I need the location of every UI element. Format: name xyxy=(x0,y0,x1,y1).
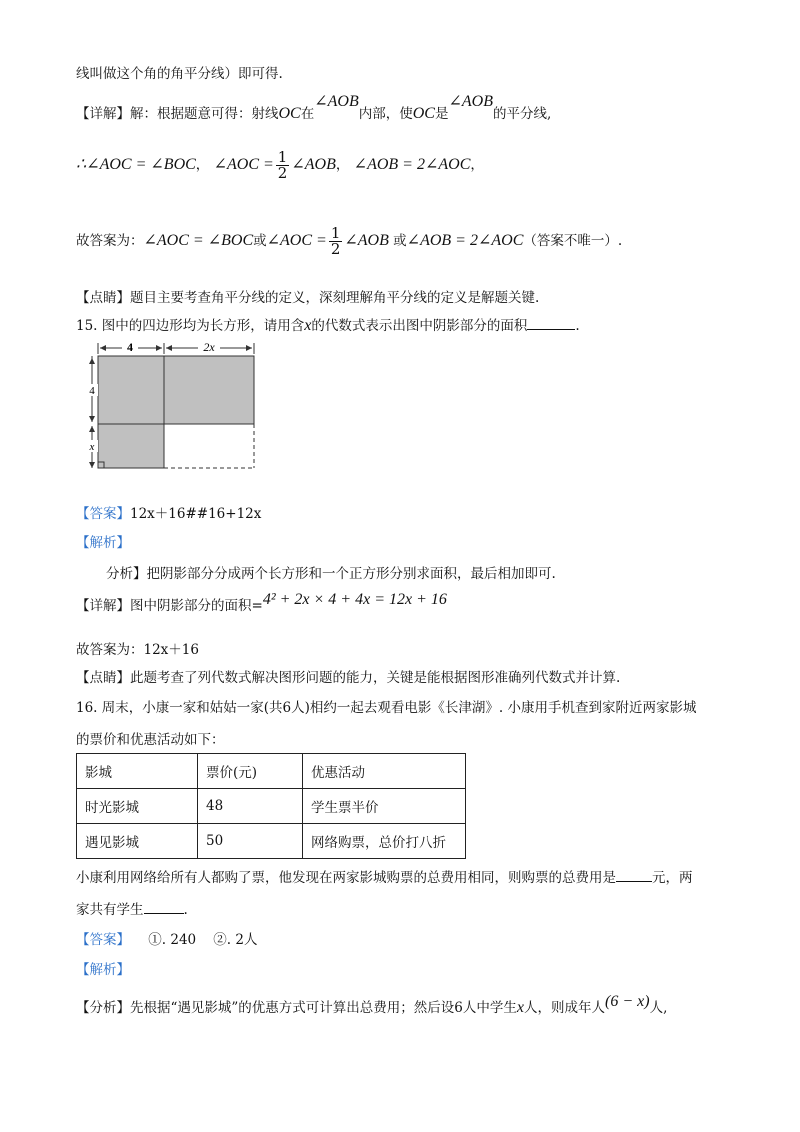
table-header: 优惠活动 xyxy=(303,754,466,789)
not-unique-note: （答案不唯一）. xyxy=(523,233,623,249)
answer-line-14: 故答案为：∠AOC = ∠BOC或∠AOC = $\frac{1}{2}$ ∠AOB 或∠AOB = 2∠AOC（答案不唯一）. xyxy=(76,224,623,258)
table-header-row xyxy=(77,754,466,789)
angle-aob-2: ∠AOB xyxy=(448,93,493,110)
eq-aoc-boc: ∠AOC = ∠BOC xyxy=(86,156,196,173)
area-equation: 4² + 2x × 4 + 4x = 12x + 16 xyxy=(262,591,447,608)
answer-blank-16-students[interactable] xyxy=(144,913,184,914)
table-header: 影城 xyxy=(77,754,198,789)
answer-summary-15: 故答案为：12x＋16 xyxy=(76,642,199,658)
table-row xyxy=(77,824,466,859)
detail-15: 【详解】图中阴影部分的面积=4² + 2x × 4 + 4x = 12x + 16 xyxy=(76,591,447,614)
table-cell: 时光影城 xyxy=(77,789,198,824)
dim-top-left: 4 xyxy=(127,340,133,354)
dim-left-bottom: x xyxy=(89,441,95,453)
equations-line: ∴∠AOC = ∠BOC， ∠AOC = $\frac{1}{2}$ ∠AOB， ∠AOB = 2∠AOC， xyxy=(76,148,484,182)
detail-text-a: 【详解】解：根据题意可得：射线 xyxy=(76,106,279,122)
table-row xyxy=(77,789,466,824)
text-line-1: 线叫做这个角的角平分线）即可得. xyxy=(76,66,283,82)
answer-16-value: ①. 240 ②. 2人 xyxy=(148,932,258,948)
fraction-half: $\frac{1}{2}$ xyxy=(277,148,288,182)
dim-left-top: 4 xyxy=(89,385,95,397)
shaded-top-region xyxy=(98,356,254,424)
eq-aob-2aoc: ∠AOB = 2∠AOC xyxy=(353,156,471,173)
detail-line xyxy=(76,93,552,123)
rectangle-figure xyxy=(84,338,274,478)
eq-aoc-half-lhs: ∠AOC = xyxy=(213,156,274,173)
summary-15: 【点睛】此题考查了列代数式解决图形问题的能力，关键是能根据图形准确列代数式并计算. xyxy=(76,670,621,686)
adult-count-expr: (6 − x) xyxy=(605,993,650,1010)
table-cell: 学生票半价 xyxy=(303,789,466,824)
detail-text-c: 内部，使 xyxy=(358,106,413,122)
ray-oc: OC xyxy=(278,105,301,122)
analysis-tag-16: 【解析】 xyxy=(76,962,130,978)
detail-text-e: 的平分线, xyxy=(493,106,552,122)
dim-top-right: 2x xyxy=(203,340,215,354)
table-cell: 50 xyxy=(198,824,303,859)
detail-text-d: 是 xyxy=(434,106,449,122)
table-cell: 网络购票，总价打八折 xyxy=(303,824,466,859)
answer-blank-16-total[interactable] xyxy=(616,881,652,882)
summary-14: 【点睛】题目主要考查角平分线的定义，深刻理解角平分线的定义是解题关键. xyxy=(76,290,540,306)
shaded-square xyxy=(98,424,164,468)
answer-15-value: 12x＋16##16+12x xyxy=(130,506,262,522)
question-16-line-2: 的票价和优惠活动如下： xyxy=(76,732,225,748)
eq-aob-rhs: ∠AOB xyxy=(291,156,336,173)
cinema-price-table xyxy=(76,753,466,859)
table-cell: 遇见影城 xyxy=(77,824,198,859)
question-15: 15. 图中的四边形均为长方形，请用含x的代数式表示出图中阴影部分的面积 . xyxy=(76,317,580,334)
analysis-15: 分析】把阴影部分分成两个长方形和一个正方形分别求面积，最后相加即可. xyxy=(106,566,556,582)
analysis-tag-15: 【解析】 xyxy=(76,535,130,551)
answer-16: 【答案】 ①. 240 ②. 2人 xyxy=(76,932,258,948)
answer-15: 【答案】12x＋16##16+12x xyxy=(76,506,262,522)
question-16-line-4: 家共有学生 . xyxy=(76,902,188,918)
answer-blank-15[interactable] xyxy=(527,329,575,330)
question-16-line-1: 16. 周末，小康一家和姑姑一家(共6人)相约一起去观看电影《长津湖》. 小康用手机查到家附近两家影城 xyxy=(76,700,697,716)
question-16-line-3: 小康利用网络给所有人都购了票，他发现在两家影城购票的总费用相同，则购票的总费用是 元，两 xyxy=(76,870,693,886)
table-cell: 48 xyxy=(198,789,303,824)
ray-oc-2: OC xyxy=(412,105,435,122)
detail-text-b: 在 xyxy=(300,106,315,122)
therefore-symbol: ∴ xyxy=(76,156,87,173)
analysis-16: 【分析】先根据“遇见影城”的优惠方式可计算出总费用；然后设6人中学生x人，则成年人(6 − x)人, xyxy=(76,993,668,1016)
angle-aob-1: ∠AOB xyxy=(314,93,359,110)
table-header: 票价(元) xyxy=(198,754,303,789)
